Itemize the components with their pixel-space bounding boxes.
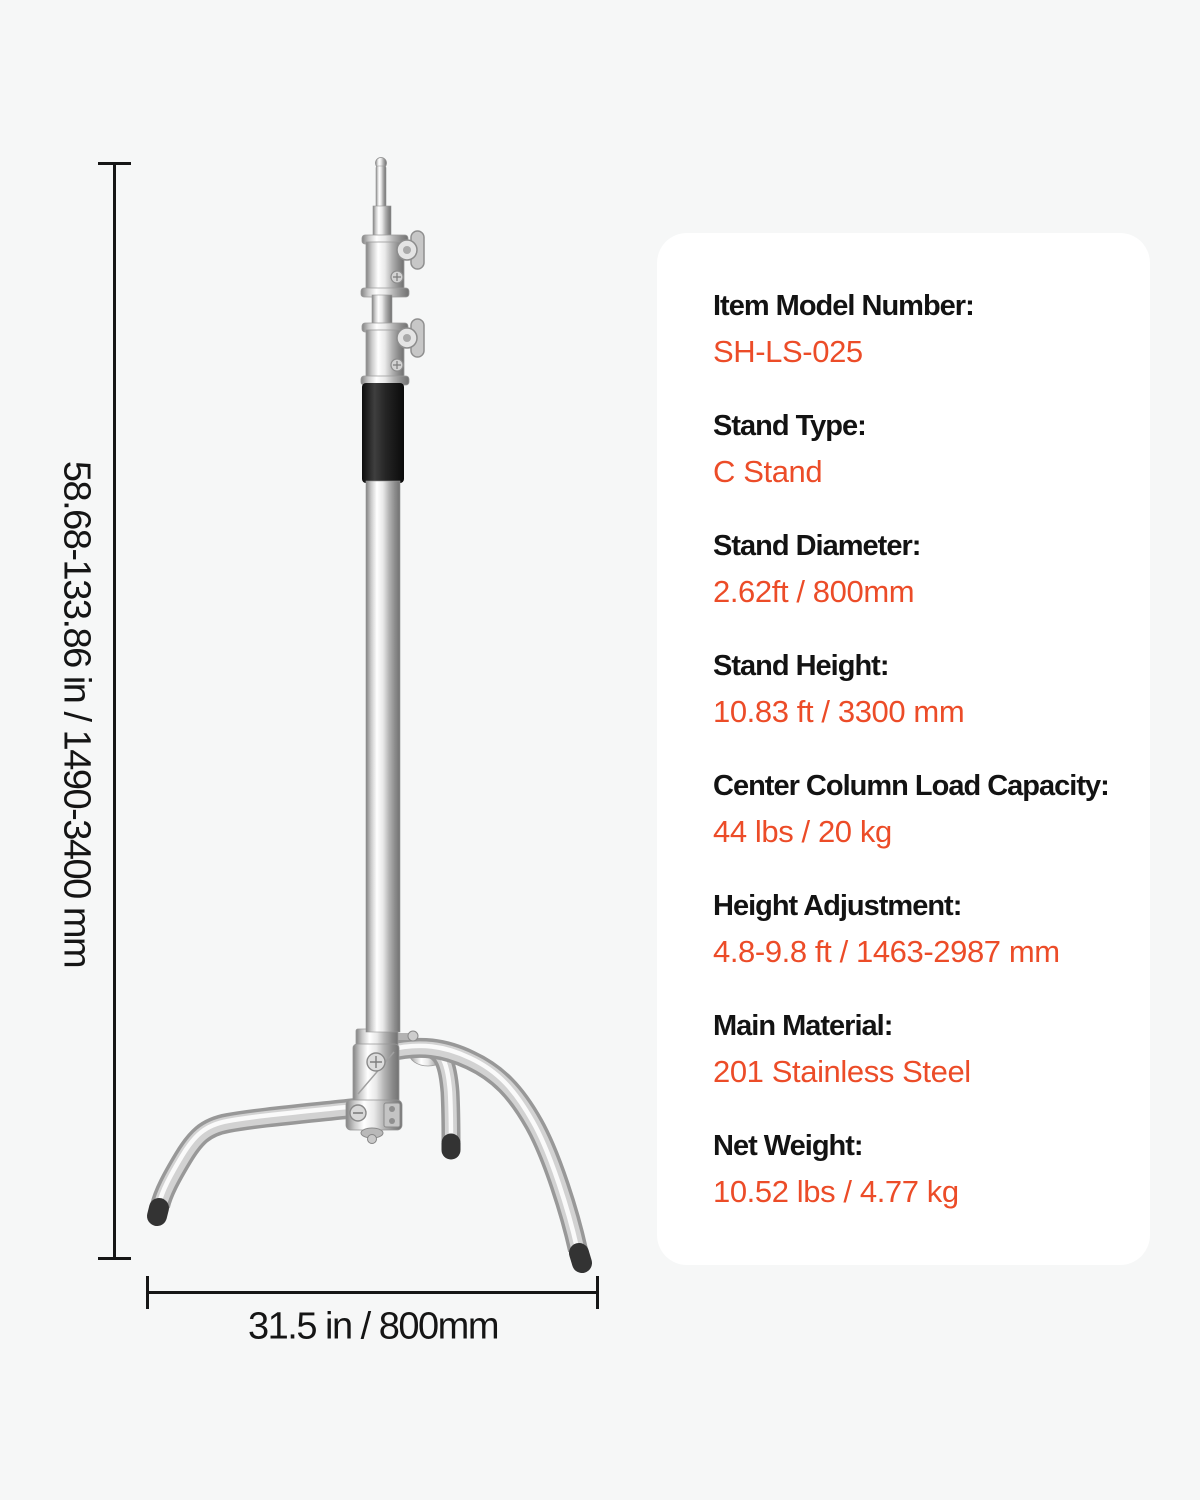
left-leg	[157, 1106, 356, 1216]
spec-value: C Stand	[713, 454, 823, 489]
width-dimension-cap-right	[596, 1276, 599, 1309]
spec-row	[713, 883, 1124, 975]
spec-row	[713, 523, 1124, 615]
height-dimension-label: 58.68-133.86 in / 1490-3400 mm	[55, 460, 98, 968]
right-leg-foot-cap	[579, 1253, 582, 1263]
spec-label: Main Material:	[713, 1010, 893, 1042]
spec-value: 10.52 lbs / 4.77 kg	[713, 1174, 959, 1209]
spec-card	[657, 233, 1150, 1265]
spec-row	[713, 1123, 1124, 1215]
spec-value: 2.62ft / 800mm	[713, 574, 915, 609]
spec-label: Center Column Load Capacity:	[713, 770, 1109, 802]
right-leg	[388, 1046, 582, 1263]
left-leg-foot-cap	[157, 1208, 159, 1216]
main-column	[366, 481, 400, 1032]
width-dimension-line	[147, 1291, 598, 1294]
spec-label: Stand Type:	[713, 410, 866, 442]
spec-row	[713, 403, 1124, 495]
spec-row	[713, 643, 1124, 735]
height-dimension-cap-bottom	[98, 1257, 131, 1260]
spec-row	[713, 283, 1124, 375]
spec-value: 10.83 ft / 3300 mm	[713, 694, 965, 729]
spec-value: SH-LS-025	[713, 334, 863, 369]
spec-value: 44 lbs / 20 kg	[713, 814, 892, 849]
riser-tube-top	[373, 206, 391, 238]
spec-label: Height Adjustment:	[713, 890, 962, 922]
height-dimension-line	[113, 163, 116, 1259]
spec-value: 4.8-9.8 ft / 1463-2987 mm	[713, 934, 1060, 969]
top-spigot	[376, 158, 387, 209]
foam-grip	[362, 383, 404, 483]
spec-label: Net Weight:	[713, 1130, 863, 1162]
spec-row	[713, 1003, 1124, 1095]
spec-label: Item Model Number:	[713, 290, 974, 322]
spec-row	[713, 763, 1124, 855]
spec-value: 201 Stainless Steel	[713, 1054, 971, 1089]
riser-tube-middle	[372, 295, 392, 327]
spec-label: Stand Diameter:	[713, 530, 921, 562]
width-dimension-label: 31.5 in / 800mm	[248, 1305, 498, 1348]
spec-label: Stand Height:	[713, 650, 889, 682]
